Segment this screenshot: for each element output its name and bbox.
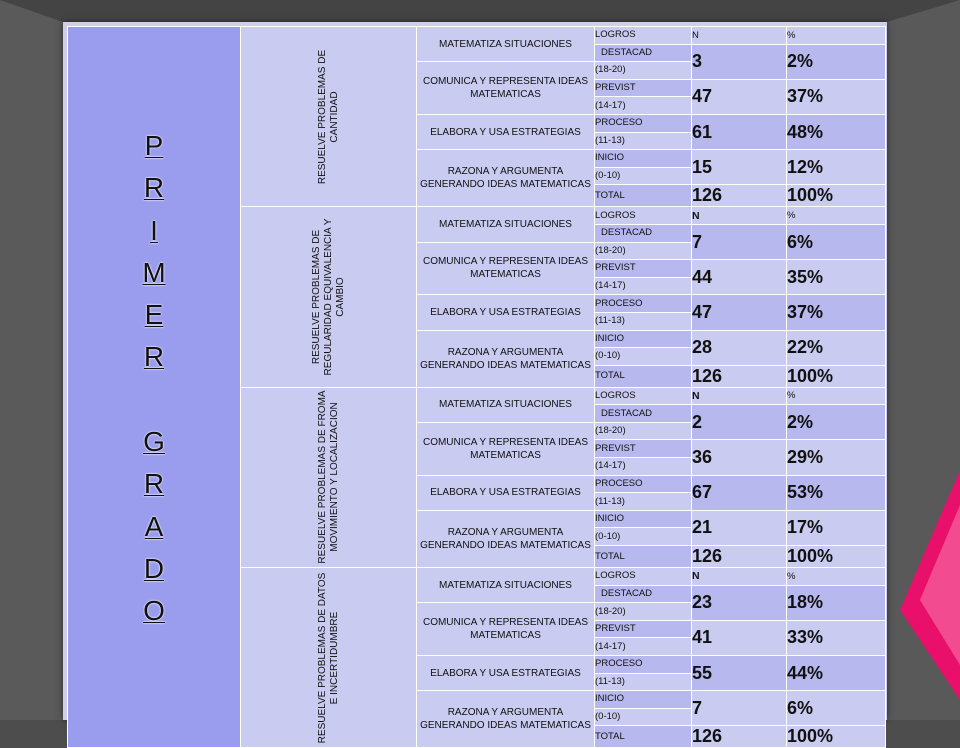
level-label: INICIO <box>595 150 692 168</box>
count-value: 15 <box>692 150 787 185</box>
level-label: (14-17) <box>595 458 692 476</box>
level-label: (18-20) <box>595 422 692 440</box>
percent-value: 18% <box>787 585 886 620</box>
competency-cell: COMUNICA Y REPRESENTA IDEAS MATEMATICAS <box>417 603 595 656</box>
level-label: (14-17) <box>595 97 692 115</box>
competency-cell: COMUNICA Y REPRESENTA IDEAS MATEMATICAS <box>417 62 595 115</box>
area-cell <box>241 568 417 748</box>
header-percent: % <box>787 568 886 586</box>
level-label: DESTACAD <box>595 405 692 423</box>
level-label: PROCESO <box>595 656 692 674</box>
grade-title-letter: O <box>143 595 165 627</box>
percent-value: 44% <box>787 656 886 691</box>
count-value: 7 <box>692 691 787 726</box>
level-label: INICIO <box>595 510 692 528</box>
percent-value: 48% <box>787 114 886 149</box>
level-label: (18-20) <box>595 62 692 80</box>
competency-cell: ELABORA Y USA ESTRATEGIAS <box>417 114 595 149</box>
count-value: 41 <box>692 620 787 655</box>
header-n: N <box>692 568 787 586</box>
level-label: (14-17) <box>595 277 692 295</box>
total-count-value: 126 <box>692 185 787 207</box>
percent-value: 17% <box>787 510 886 545</box>
level-label: LOGROS <box>595 207 692 225</box>
grade-title-letter: P <box>144 130 164 161</box>
competency-cell: ELABORA Y USA ESTRATEGIAS <box>417 475 595 510</box>
grade-title-letter: R <box>143 341 165 373</box>
level-label: (0-10) <box>595 528 692 546</box>
percent-value: 2% <box>787 405 886 440</box>
percent-value: 37% <box>787 295 886 330</box>
percent-value: 33% <box>787 620 886 655</box>
percent-value: 37% <box>787 79 886 114</box>
level-label: PROCESO <box>595 114 692 132</box>
count-value: 61 <box>692 114 787 149</box>
competency-cell: ELABORA Y USA ESTRATEGIAS <box>417 295 595 330</box>
total-count-value: 126 <box>692 546 787 568</box>
level-label: (0-10) <box>595 167 692 185</box>
competency-cell: ELABORA Y USA ESTRATEGIAS <box>417 656 595 691</box>
total-count-value: 126 <box>692 726 787 748</box>
count-value: 47 <box>692 295 787 330</box>
area-cell <box>241 207 417 387</box>
level-label: (0-10) <box>595 708 692 726</box>
level-label: PREVIST <box>595 620 692 638</box>
header-n: N <box>692 207 787 225</box>
competency-cell: COMUNICA Y REPRESENTA IDEAS MATEMATICAS <box>417 242 595 295</box>
competency-cell: COMUNICA Y REPRESENTA IDEAS MATEMATICAS <box>417 422 595 475</box>
level-label: TOTAL <box>595 546 692 568</box>
level-label: PROCESO <box>595 475 692 493</box>
area-cell <box>241 387 417 567</box>
level-label: (18-20) <box>595 603 692 621</box>
grade-title-letter: I <box>150 214 158 246</box>
percent-value: 35% <box>787 260 886 295</box>
grade-title-letter: G <box>143 426 165 458</box>
header-percent: % <box>787 387 886 405</box>
level-label: PREVIST <box>595 260 692 278</box>
level-label: LOGROS <box>595 387 692 405</box>
count-value: 7 <box>692 224 787 259</box>
total-percent-value: 100% <box>787 365 886 387</box>
level-label: DESTACAD <box>595 224 692 242</box>
area-cell <box>241 27 417 207</box>
level-label: (11-13) <box>595 493 692 511</box>
header-percent: % <box>787 207 886 225</box>
count-value: 3 <box>692 44 787 79</box>
competency-cell: MATEMATIZA SITUACIONES <box>417 568 595 603</box>
competency-cell: RAZONA Y ARGUMENTA GENERANDO IDEAS MATEMATICAS <box>417 510 595 567</box>
level-label: TOTAL <box>595 726 692 748</box>
background-bevel-top <box>0 0 960 22</box>
level-label: (11-13) <box>595 673 692 691</box>
level-label: PREVIST <box>595 440 692 458</box>
competency-cell: MATEMATIZA SITUACIONES <box>417 207 595 242</box>
count-value: 67 <box>692 475 787 510</box>
level-label: (14-17) <box>595 638 692 656</box>
header-percent: % <box>787 27 886 45</box>
area-label: RESUELVE PROBLEMAS DE DATOS E INCERTIDUMBRE <box>316 572 340 744</box>
area-label: RESUELVE PROBLEMAS DE REGULARIDAD EQUIVALENCIA Y CAMBIO <box>310 218 346 376</box>
level-label: (11-13) <box>595 312 692 330</box>
level-label: TOTAL <box>595 185 692 207</box>
total-count-value: 126 <box>692 365 787 387</box>
grade-title-letter: R <box>143 468 165 500</box>
percent-value: 6% <box>787 691 886 726</box>
competency-cell: RAZONA Y ARGUMENTA GENERANDO IDEAS MATEMATICAS <box>417 330 595 387</box>
competency-cell: RAZONA Y ARGUMENTA GENERANDO IDEAS MATEMATICAS <box>417 691 595 748</box>
area-label: RESUELVE PROBLEMAS DE CANTIDAD <box>316 49 340 184</box>
grade-title-letter: R <box>143 172 165 204</box>
level-label: DESTACAD <box>595 44 692 62</box>
level-label: INICIO <box>595 691 692 709</box>
competency-cell: MATEMATIZA SITUACIONES <box>417 27 595 62</box>
grade-title-letter: D <box>143 552 165 584</box>
grade-title-cell <box>68 27 241 748</box>
header-n: N <box>692 27 787 45</box>
count-value: 2 <box>692 405 787 440</box>
count-value: 21 <box>692 510 787 545</box>
total-percent-value: 100% <box>787 185 886 207</box>
count-value: 47 <box>692 79 787 114</box>
count-value: 44 <box>692 260 787 295</box>
count-value: 28 <box>692 330 787 365</box>
total-percent-value: 100% <box>787 726 886 748</box>
total-percent-value: 100% <box>787 546 886 568</box>
table-row <box>68 27 886 45</box>
count-value: 36 <box>692 440 787 475</box>
level-label: (11-13) <box>595 132 692 150</box>
grade-title-letter: M <box>142 256 166 288</box>
percent-value: 12% <box>787 150 886 185</box>
competency-cell: RAZONA Y ARGUMENTA GENERANDO IDEAS MATEMATICAS <box>417 150 595 207</box>
level-label: DESTACAD <box>595 585 692 603</box>
level-label: (0-10) <box>595 348 692 366</box>
level-label: TOTAL <box>595 365 692 387</box>
header-n: N <box>692 387 787 405</box>
competency-cell: MATEMATIZA SITUACIONES <box>417 387 595 422</box>
level-label: PROCESO <box>595 295 692 313</box>
level-label: PREVIST <box>595 79 692 97</box>
background-bevel-left <box>0 0 63 720</box>
count-value: 55 <box>692 656 787 691</box>
grade-title-letter: E <box>144 299 164 331</box>
grade-title <box>68 27 240 633</box>
level-label: INICIO <box>595 330 692 348</box>
grade-title-letter: A <box>144 510 164 542</box>
level-label: LOGROS <box>595 568 692 586</box>
level-label: (18-20) <box>595 242 692 260</box>
area-label: RESUELVE PROBLEMAS DE FROMA MOVIMIENTO Y LOCALIZACION <box>316 390 340 564</box>
percent-value: 6% <box>787 224 886 259</box>
percent-value: 53% <box>787 475 886 510</box>
percent-value: 22% <box>787 330 886 365</box>
percent-value: 29% <box>787 440 886 475</box>
level-label: LOGROS <box>595 27 692 45</box>
percent-value: 2% <box>787 44 886 79</box>
results-table <box>67 26 886 748</box>
count-value: 23 <box>692 585 787 620</box>
